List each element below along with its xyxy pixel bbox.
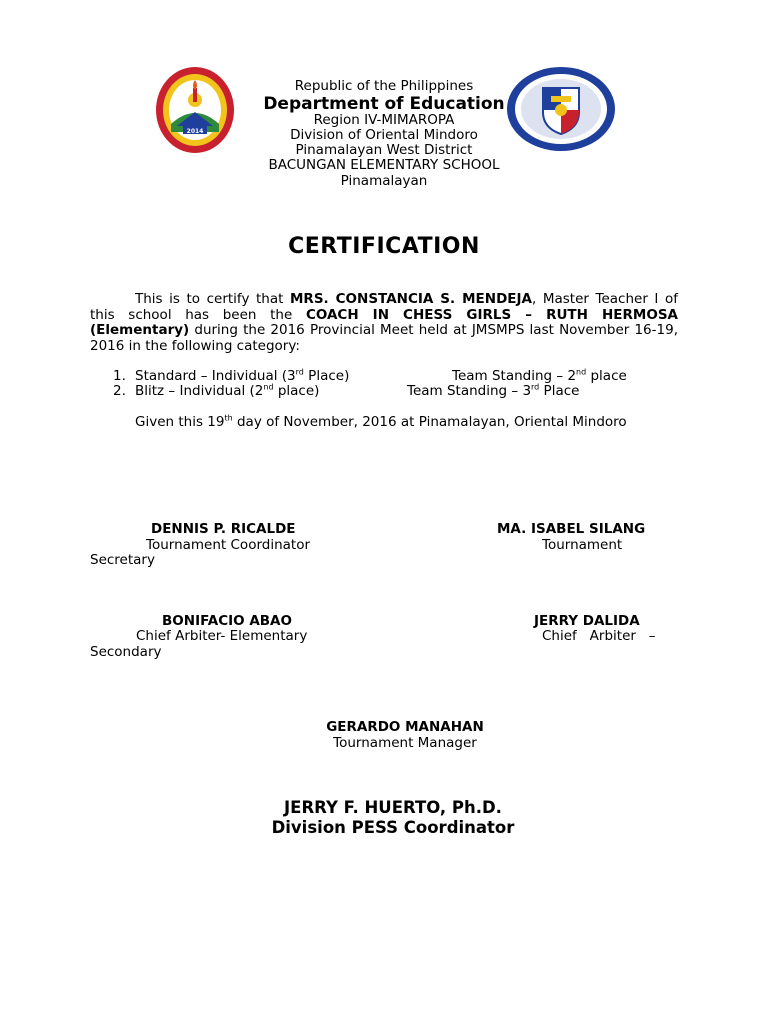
- list-item-left-text-end: Place): [303, 368, 350, 384]
- given-sup: th: [224, 413, 233, 423]
- signatory-name-abao: BONIFACIO ABAO: [162, 613, 292, 629]
- list-item-left-text: Blitz – Individual (2: [135, 383, 264, 399]
- letterhead-district: Pinamalayan West District: [295, 142, 473, 158]
- signatory-name-ricalde: DENNIS P. RICALDE: [151, 521, 296, 537]
- para1-text-a: This is to certify that: [135, 291, 290, 307]
- list-item-right: [452, 369, 627, 384]
- letterhead-department: Department of Education: [263, 94, 505, 114]
- signatory-position-silang-cont: Secretary: [90, 552, 155, 568]
- para1-text-b: , Master Teacher I of this school has been the: [90, 291, 678, 323]
- list-item-right-text-end: place: [586, 368, 627, 384]
- letterhead-school: BACUNGAN ELEMENTARY SCHOOL: [268, 157, 500, 173]
- list-item-left-sup: rd: [295, 367, 304, 377]
- signatory-name-silang: MA. ISABEL SILANG: [497, 521, 646, 537]
- letterhead-division: Division of Oriental Mindoro: [290, 127, 478, 143]
- list-item-number: 1.: [113, 368, 126, 384]
- division-seal-year: 2014: [186, 128, 204, 135]
- given-text-a: Given this 19: [135, 414, 225, 430]
- list-item-left-sup: nd: [263, 382, 274, 392]
- page-title: CERTIFICATION: [288, 234, 480, 259]
- signatory-position-abao: Chief Arbiter- Elementary: [136, 628, 308, 644]
- list-item: [113, 369, 126, 384]
- list-item-number: 2.: [113, 383, 126, 399]
- letterhead-republic: Republic of the Philippines: [294, 78, 474, 94]
- signatory-name-huerto: JERRY F. HUERTO, Ph.D.: [284, 798, 502, 817]
- signatory-name-dalida: JERRY DALIDA: [534, 613, 640, 629]
- list-item-right-text: Team Standing – 2: [452, 368, 577, 384]
- list-item-left: [135, 384, 319, 399]
- signatory-position-ricalde: Tournament Coordinator: [146, 537, 311, 553]
- list-item-right-sup: nd: [576, 367, 587, 377]
- list-item-right-sup: rd: [531, 382, 540, 392]
- list-item: [113, 384, 126, 399]
- list-item-right: [407, 384, 579, 399]
- given-text-b: day of November, 2016 at Pinamalayan, Oriental Mindoro: [232, 414, 627, 430]
- list-item-right-text-end: Place: [539, 383, 580, 399]
- para1-text-c: during the 2016 Provincial Meet held at JMSMPS last November 16-19, 2016 in the following category:: [90, 322, 678, 354]
- letterhead-region: Region IV-MIMAROPA: [313, 112, 455, 128]
- signatory-position-huerto: Division PESS Coordinator: [271, 818, 515, 837]
- signatory-position-dalida-cont: Secondary: [90, 644, 162, 660]
- letterhead-town: Pinamalayan: [340, 173, 428, 189]
- certification-paragraph: [90, 292, 678, 354]
- signatory-name-manahan: GERARDO MANAHAN: [326, 719, 484, 735]
- signatory-position-silang: Tournament: [542, 537, 623, 553]
- list-item-left-text: Standard – Individual (3: [135, 368, 296, 384]
- given-paragraph: [90, 415, 678, 431]
- list-item-left: [135, 369, 349, 384]
- list-item-right-text: Team Standing – 3: [407, 383, 532, 399]
- teacher-name: MRS. CONSTANCIA S. MENDEJA: [289, 291, 532, 307]
- signatory-position-dalida: Chief Arbiter –: [542, 628, 656, 644]
- list-item-left-text-end: place): [273, 383, 320, 399]
- coach-role: COACH IN CHESS GIRLS – RUTH HERMOSA (Elementary): [90, 306, 678, 338]
- signatory-position-manahan: Tournament Manager: [333, 735, 477, 751]
